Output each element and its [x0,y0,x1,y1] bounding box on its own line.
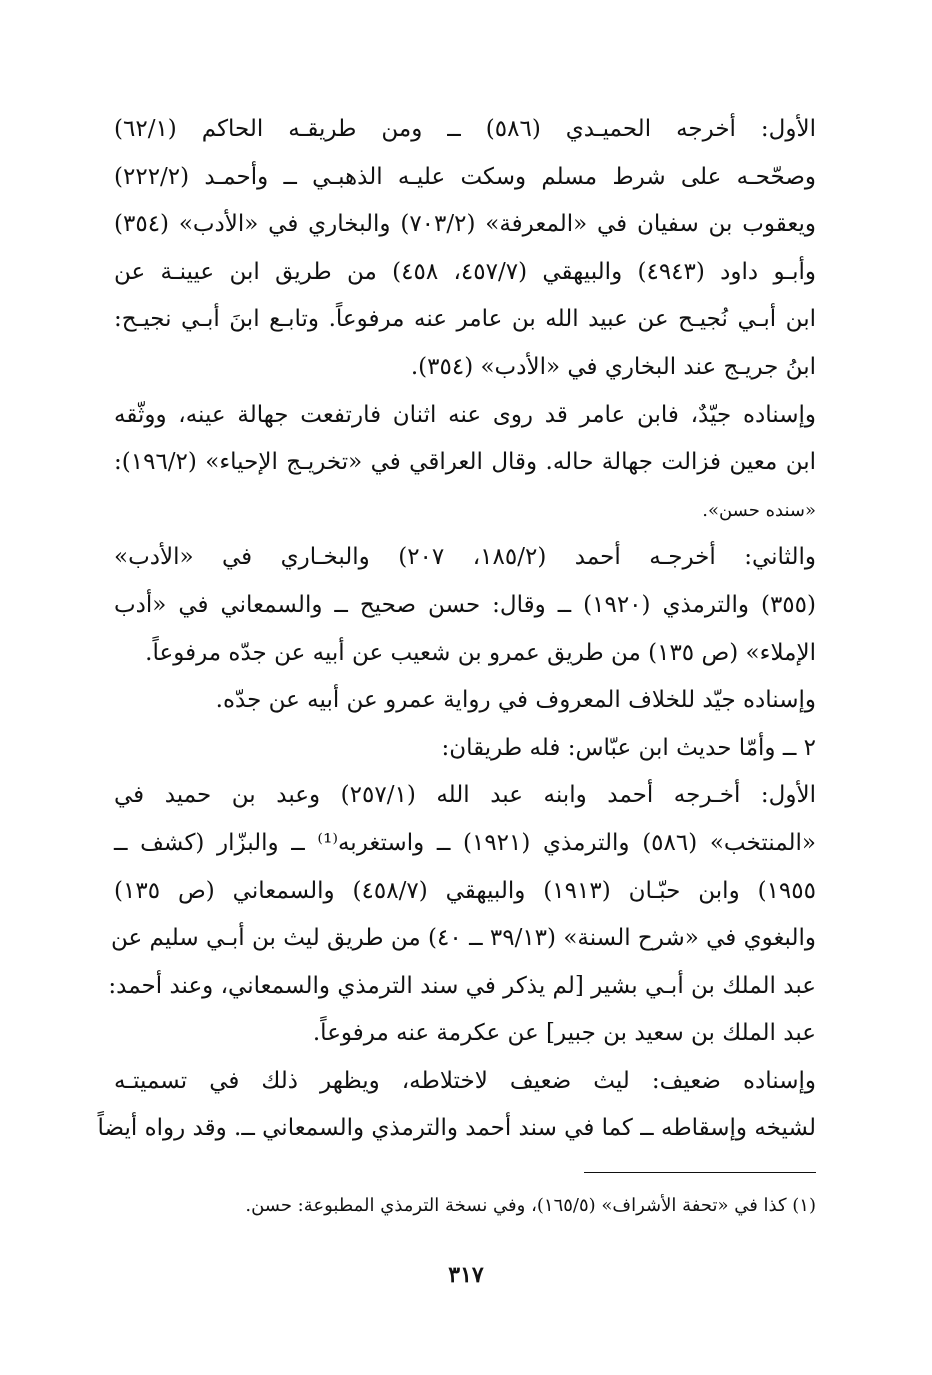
paragraph-3 [114,534,816,677]
paragraph-4 [114,677,816,725]
footnote: (١) كذا في «تحفة الأشراف» (١٦٥/٥)، وفي نسخة الترمذي المطبوعة: حسن. [245,1195,816,1216]
paragraph-1 [114,106,816,392]
text-line: ابن أبـي نُجيـح عن عبيد الله بن عامر عنه مرفوعاً. وتابـع ابنَ أبـي نجيـح: [114,306,816,333]
text-line: عبد الملك بن سعيد بن جبير] عن عكرمة عنه مرفوعاً. [312,1020,816,1047]
paragraph-6 [108,772,817,1058]
text-line: الأول: أخـرجه أحمد وابنه عبد الله (٢٥٧/١) وعبد بن حميد في [114,782,816,809]
text-line: ابنُ جريـج عند البخاري في «الأدب» (٣٥٤). [410,353,816,380]
text-line: ابن معين فزالت جهالة حاله. وقال العراقي في «تخريـج الإحياء» (١٩٦/٢): [114,449,816,476]
main-text [97,106,817,1153]
paragraph-7 [97,1058,816,1153]
quote-line: «سنده حسن». [702,499,816,521]
section-heading [114,725,816,773]
text-line: وإسناده جيّد للخلاف المعروف في رواية عمرو عن أبيه عن جدّه. [215,687,816,714]
text-line: الأول: أخرجه الحميـدي (٥٨٦) ــ ومن طريقـه الحاكم (٦٢/١) [114,116,816,142]
text-line: والثاني: أخرجـه أحمد (١٨٥/٢، ٢٠٧) والبخـاري في «الأدب» [114,544,817,571]
text-line: وصحّحـه على شرط مسلم وسكت عليـه الذهبـي ــ وأحمـد (٢٢٢/٢) [114,163,816,190]
footnote-divider [584,1172,816,1173]
text-line: الإملاء» (ص ١٣٥) من طريق عمرو بن شعيب عن أبيه عن جدّه مرفوعاً. [145,639,816,666]
text-line: ٢ ــ وأمّا حديث ابن عبّاس: فله طريقان: [441,734,816,761]
text-line: لشيخه وإسقاطه ــ كما في سند أحمد والترمذي والسمعاني ــ. وقد رواه أيضاً [97,1115,816,1142]
paragraph-2 [114,392,816,535]
text-line: والبغوي في «شرح السنة» (٣٩/١٣ ــ ٤٠) من طريق ليث بن أبـي سليم عن [110,925,816,952]
text-line: ١٩٥٥) وابن حبّـان (١٩١٣) والبيهقي (٤٥٨/٧) والسمعاني (ص ١٣٥) [114,877,816,904]
text-line: ويعقوب بن سفيان في «المعرفة» (٧٠٣/٢) والبخاري في «الأدب» (٣٥٤) [114,211,816,238]
text-line: وإسناده جيّدٌ، فابن عامر قد روى عنه اثنان فارتفعت جهالة عينه، ووثّقه [114,401,816,428]
text-line: عبد الملك بن أبـي بشير [لم يذكر في سند الترمذي والسمعاني، وعند أحمد: [108,972,816,999]
text-line: (٣٥٥) والترمذي (١٩٢٠) ــ وقال: حسن صحيح ــ والسمعاني في «أدب [114,591,816,618]
text-line: وأبـو داود (٤٩٤٣) والبيهقي (٤٥٧/٧، ٤٥٨) من طريق ابن عيينـة عن [114,258,816,285]
page-number: ٣١٧ [448,1262,484,1288]
text-line: وإسناده ضعيف: ليث ضعيف لاختلاطه، ويظهر ذلك في تسميتـه [114,1067,816,1094]
text-line: «المنتخب» (٥٨٦) والترمذي (١٩٢١) ــ واستغربه⁽¹⁾ ــ والبزّار (كشف ــ [114,829,817,856]
